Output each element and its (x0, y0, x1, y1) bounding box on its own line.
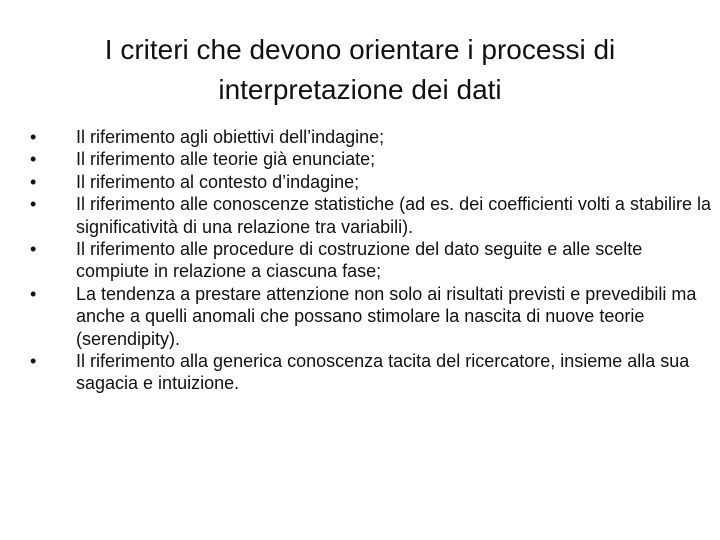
bullet-icon: • (30, 171, 37, 192)
list-item-text: Il riferimento alle teorie già enunciate; (76, 149, 376, 170)
list-item (30, 148, 714, 170)
bullet-icon: • (30, 149, 37, 170)
list-item (30, 350, 714, 395)
list-item (30, 171, 714, 193)
bullet-list (30, 126, 714, 395)
list-item-text: Il riferimento alle conoscenze statistiche (ad es. dei coefficienti volti a stabilire la significatività di una relazione tra variabili). (76, 194, 711, 237)
list-item (30, 238, 714, 283)
bullet-icon: • (30, 351, 37, 372)
list-item (30, 126, 714, 148)
list-item (30, 283, 714, 350)
list-item-text: Il riferimento alle procedure di costruzione del dato seguite e alle scelte compiute in relazione a ciascuna fase; (76, 239, 643, 282)
slide-title: I criteri che devono orientare i processi di interpretazione dei dati (104, 34, 616, 105)
bullet-icon: • (30, 127, 37, 147)
list-item-text: Il riferimento al contesto d’indagine; (76, 171, 360, 192)
list-item-text: Il riferimento alla generica conoscenza tacita del ricercatore, insieme alla sua sagacia e intuizione. (76, 351, 690, 394)
list-item (30, 193, 714, 238)
bullet-icon: • (30, 194, 37, 215)
list-item-text: La tendenza a prestare attenzione non solo ai risultati previsti e prevedibili ma anche a quelli anomali che possano stimolare la nascita di nuove teorie (serendipity). (76, 283, 697, 349)
bullet-icon: • (30, 239, 37, 260)
bullet-icon: • (30, 283, 37, 304)
list-item-text: Il riferimento agli obiettivi dell’indagine; (76, 127, 385, 147)
